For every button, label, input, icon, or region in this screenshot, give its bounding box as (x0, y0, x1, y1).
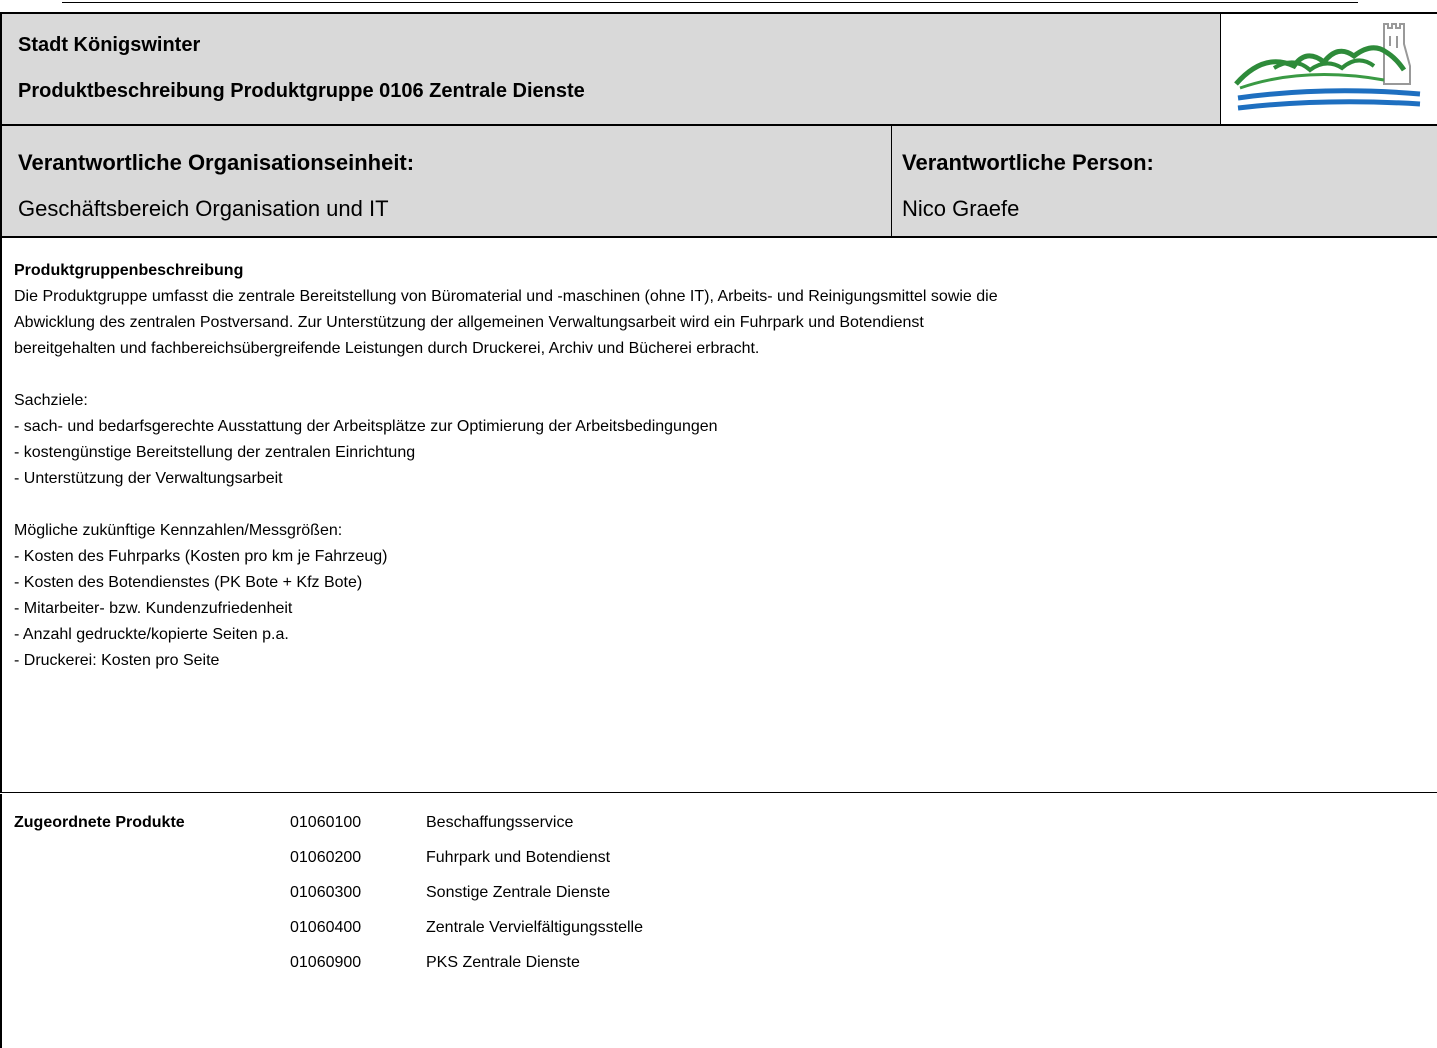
product-description-document (0, 12, 1437, 1048)
kpi-item: - Mitarbeiter- bzw. Kundenzufriedenheit (14, 600, 293, 617)
person-value: Nico Graefe (902, 196, 1020, 221)
product-code: 01060400 (290, 919, 362, 936)
description-section (0, 238, 1437, 793)
city-logo-icon (1234, 22, 1424, 118)
goal-item: - sach- und bedarfsgerechte Ausstattung der Arbeitsplätze zur Optimierung der Arbeitsbedingungen (14, 418, 718, 435)
kpi-item: - Druckerei: Kosten pro Seite (14, 652, 220, 669)
product-name: Beschaffungsservice (426, 814, 574, 831)
kpi-item: - Anzahl gedruckte/kopierte Seiten p.a. (14, 626, 289, 643)
product-name: Fuhrpark und Botendienst (426, 849, 611, 866)
description-line: bereitgehalten und fachbereichsübergreifende Leistungen durch Druckerei, Archiv und Bücherei erbracht. (14, 340, 760, 357)
product-row (290, 814, 573, 832)
product-code: 01060100 (290, 814, 362, 831)
goal-item: - Unterstützung der Verwaltungsarbeit (14, 470, 283, 487)
org-unit-value: Geschäftsbereich Organisation und IT (18, 196, 389, 221)
goals-heading: Sachziele: (14, 392, 88, 409)
kpi-item: - Kosten des Fuhrparks (Kosten pro km je Fahrzeug) (14, 548, 388, 565)
products-heading: Zugeordnete Produkte (14, 814, 185, 831)
product-row (290, 884, 610, 902)
product-code: 01060300 (290, 884, 362, 901)
kpi-item: - Kosten des Botendienstes (PK Bote + Kfz Bote) (14, 574, 363, 591)
document-header (0, 12, 1437, 126)
product-name: PKS Zentrale Dienste (426, 954, 580, 971)
kpi-heading: Mögliche zukünftige Kennzahlen/Messgrößen: (14, 522, 343, 539)
city-name: Stadt Königswinter (18, 34, 201, 56)
product-name: Zentrale Vervielfältigungsstelle (426, 919, 644, 936)
header-title-cell (2, 14, 1221, 124)
column-divider (891, 126, 892, 236)
product-code: 01060900 (290, 954, 362, 971)
top-rule (62, 2, 1358, 3)
responsibility-section (0, 126, 1437, 238)
description-line: Abwicklung des zentralen Postversand. Zur Unterstützung der allgemeinen Verwaltungsarbeit wird ein Fuhrpark und Botendienst (14, 314, 924, 331)
goal-item: - kostengünstige Bereitstellung der zentralen Einrichtung (14, 444, 416, 461)
document-title: Produktbeschreibung Produktgruppe 0106 Zentrale Dienste (18, 80, 585, 102)
product-name: Sonstige Zentrale Dienste (426, 884, 611, 901)
product-row (290, 919, 643, 937)
products-section (0, 794, 1437, 1048)
product-row (290, 954, 580, 972)
logo-cell (1222, 14, 1437, 124)
org-unit-heading: Verantwortliche Organisationseinheit: (18, 150, 415, 175)
product-row (290, 849, 610, 867)
person-heading: Verantwortliche Person: (902, 150, 1154, 175)
product-code: 01060200 (290, 849, 362, 866)
description-heading: Produktgruppenbeschreibung (14, 262, 244, 279)
description-line: Die Produktgruppe umfasst die zentrale Bereitstellung von Büromaterial und -maschinen (ohne IT), Arbeits- und Reinigungsmittel sowie die (14, 288, 998, 305)
